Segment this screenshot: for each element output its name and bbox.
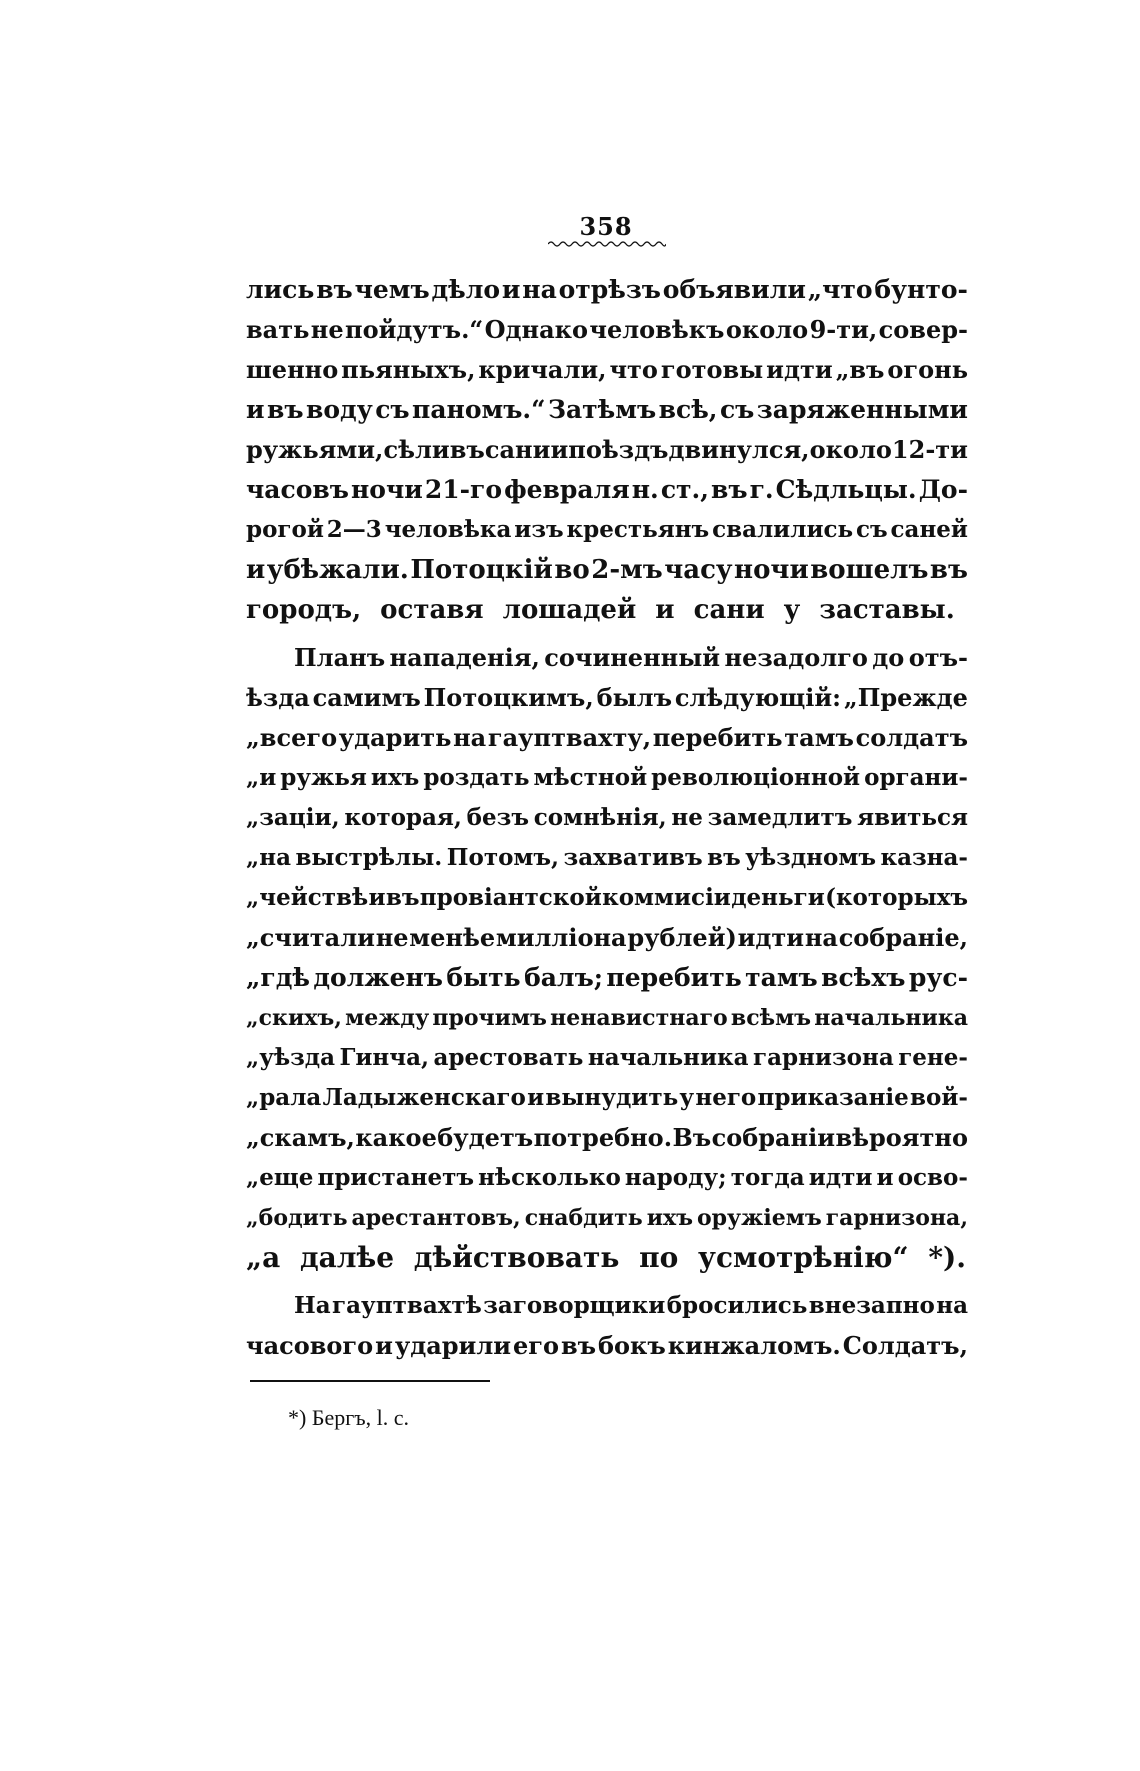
text-line xyxy=(246,1078,968,1118)
word: него xyxy=(695,1084,757,1111)
word: „и xyxy=(246,764,277,791)
text-line xyxy=(246,638,968,678)
word: слѣдующій: xyxy=(674,683,842,712)
word: часового xyxy=(246,1331,374,1360)
word: часовъ xyxy=(246,475,349,504)
text-line xyxy=(246,678,968,718)
footnote-divider xyxy=(250,1380,490,1382)
word: бросились xyxy=(666,1292,808,1319)
word: 21-го xyxy=(424,475,503,504)
word: потребно. xyxy=(533,1123,673,1152)
text-line xyxy=(246,350,968,390)
word: пойдутъ.“ xyxy=(345,315,484,344)
word: около xyxy=(725,315,809,344)
word: заговорщики xyxy=(483,1292,666,1319)
word: отъ- xyxy=(908,643,968,672)
word: человѣкъ xyxy=(589,315,725,344)
word: „скамъ, xyxy=(246,1123,355,1152)
word: Затѣмъ xyxy=(547,395,657,424)
word: съ xyxy=(856,516,888,543)
word: Гинча, xyxy=(339,1044,430,1071)
word: убѣжали. xyxy=(266,555,409,585)
word: и xyxy=(876,1164,894,1191)
word: внезапно xyxy=(808,1292,935,1319)
word: на xyxy=(936,1292,968,1319)
word: всѣмъ xyxy=(730,1005,812,1031)
word: провіантской xyxy=(419,884,602,911)
text-line: городъ, оставя лошадей и сани у заставы. xyxy=(246,595,955,625)
word: замедлитъ xyxy=(707,804,853,831)
word: гауптвахту, xyxy=(487,723,652,752)
word: пристанетъ xyxy=(317,1164,474,1191)
text-line xyxy=(246,838,968,878)
word: осво- xyxy=(897,1164,968,1191)
text-line xyxy=(246,390,968,430)
word: около xyxy=(809,435,892,464)
word: будетъ xyxy=(437,1123,534,1152)
word: н. xyxy=(631,475,659,504)
word: лись xyxy=(246,275,315,304)
word: заряженными xyxy=(756,395,968,424)
paragraph-2 xyxy=(246,638,968,1278)
word: не xyxy=(671,804,703,831)
word: его xyxy=(513,1331,560,1360)
word: начальника xyxy=(814,1005,968,1031)
word: съ xyxy=(375,395,410,424)
word: вой- xyxy=(910,1084,968,1111)
word: тамъ xyxy=(784,723,854,752)
word: объявили xyxy=(662,275,806,304)
word: „рала xyxy=(246,1084,322,1111)
word: вынудить xyxy=(545,1084,679,1111)
word: Потомъ, xyxy=(446,844,560,871)
word: шенно xyxy=(246,355,339,384)
word: г. xyxy=(749,475,774,504)
word: до xyxy=(872,643,905,672)
footnote: *) Бергъ, l. c. xyxy=(288,1405,409,1430)
word: ихъ xyxy=(646,1205,693,1231)
word: на xyxy=(804,923,838,952)
text-line xyxy=(246,1118,968,1158)
text-line xyxy=(246,998,968,1038)
word: перебить xyxy=(606,963,742,992)
word: народу; xyxy=(624,1164,727,1191)
word: не xyxy=(375,923,409,952)
word: органи- xyxy=(864,764,968,791)
word: мѣстной xyxy=(533,764,648,791)
word: и xyxy=(246,555,266,585)
text-line xyxy=(246,918,968,958)
page-number-ornament xyxy=(548,240,666,248)
word: въ xyxy=(710,475,748,504)
word: арестовать xyxy=(433,1044,584,1071)
word: сочиненный xyxy=(544,643,721,672)
paragraph-3 xyxy=(246,1286,968,1366)
word: саней xyxy=(890,516,968,543)
word: человѣка xyxy=(384,516,512,543)
word: не xyxy=(310,315,344,344)
word: и xyxy=(501,275,521,304)
word: На xyxy=(294,1292,331,1319)
word: нѣсколько xyxy=(478,1164,621,1191)
word: уѣздномъ xyxy=(745,844,876,871)
word: прочимъ xyxy=(432,1005,547,1031)
word: сани xyxy=(484,435,551,464)
word: въ xyxy=(316,275,353,304)
paragraph-1 xyxy=(246,270,968,630)
word: гарнизона, xyxy=(825,1205,968,1231)
word: ударить xyxy=(338,723,452,752)
text-line xyxy=(246,758,968,798)
word: 9-ти, xyxy=(809,315,878,344)
word: февраля xyxy=(504,475,630,504)
word: вѣроятно xyxy=(835,1123,968,1152)
word: революціонной xyxy=(651,764,861,791)
page-number: 358 xyxy=(579,212,633,241)
word: и xyxy=(527,1084,545,1111)
word: ударили xyxy=(394,1331,512,1360)
word: вошелъ xyxy=(810,555,929,585)
word: Потоцкимъ, xyxy=(423,683,594,712)
word: „на xyxy=(246,844,291,871)
word: сомнѣнія, xyxy=(533,804,667,831)
word: „еще xyxy=(246,1164,314,1191)
word: гауптвахтѣ xyxy=(332,1292,482,1319)
word: Потоцкій xyxy=(410,555,553,585)
word: крестьянъ xyxy=(566,516,710,543)
word: долженъ xyxy=(313,963,443,992)
word: захвативъ xyxy=(563,844,703,871)
word: чемъ xyxy=(354,275,430,304)
word: самимъ xyxy=(312,683,421,712)
text-line xyxy=(246,798,968,838)
text-line xyxy=(246,550,968,590)
text-line xyxy=(246,310,968,350)
word: воду xyxy=(306,395,373,424)
word: нападенія, xyxy=(389,643,540,672)
word: двинулся, xyxy=(668,435,810,464)
word: „заціи, xyxy=(246,804,340,831)
word: Сѣдльцы. xyxy=(775,475,917,504)
word: „бодить xyxy=(246,1205,348,1231)
text-line xyxy=(246,1038,968,1078)
word: какое xyxy=(355,1123,437,1152)
word: между xyxy=(345,1005,430,1031)
word: идти xyxy=(808,1164,873,1191)
text-line xyxy=(246,1158,968,1198)
word: быть xyxy=(446,963,521,992)
word: „всего xyxy=(246,723,338,752)
word: „въ xyxy=(835,355,885,384)
text-line xyxy=(246,718,968,758)
word: вать xyxy=(246,315,310,344)
word: милліона xyxy=(495,923,627,952)
word: „скихъ, xyxy=(246,1005,342,1031)
word: незадолго xyxy=(724,643,868,672)
text-line xyxy=(246,878,968,918)
word: оружіемъ xyxy=(697,1205,822,1231)
word: пьяныхъ, xyxy=(341,355,476,384)
word: въ xyxy=(267,395,304,424)
word: съ xyxy=(719,395,755,424)
word: дѣло xyxy=(431,275,501,304)
word: паномъ.“ xyxy=(412,395,546,424)
text-line xyxy=(246,270,968,310)
text-line xyxy=(246,1286,968,1326)
word: въ xyxy=(707,844,741,871)
word: безъ xyxy=(466,804,529,831)
word: коммисіи xyxy=(602,884,731,911)
word: ружьями, xyxy=(246,435,384,464)
word: идти xyxy=(737,923,805,952)
word: и xyxy=(246,395,265,424)
word: „уѣзда xyxy=(246,1044,336,1071)
word: былъ xyxy=(596,683,672,712)
word: поѣздъ xyxy=(568,435,669,464)
word: гене- xyxy=(898,1044,968,1071)
word: свалились xyxy=(712,516,854,543)
word: „гдѣ xyxy=(246,963,310,992)
word: 12-ти xyxy=(891,435,968,464)
word: всѣхъ xyxy=(821,963,906,992)
word: которая, xyxy=(344,804,462,831)
word: сѣли xyxy=(383,435,450,464)
word: балъ; xyxy=(524,963,603,992)
word: явиться xyxy=(857,804,968,831)
word: Однако xyxy=(484,315,588,344)
word: 2—3 xyxy=(326,516,382,543)
word: тамъ xyxy=(745,963,818,992)
body-text xyxy=(246,270,968,1366)
word: въ xyxy=(449,435,485,464)
word: изъ xyxy=(514,516,564,543)
word: у xyxy=(679,1084,695,1111)
text-line xyxy=(246,510,968,550)
word: бунто- xyxy=(874,275,968,304)
word: снабдить xyxy=(524,1205,643,1231)
word: и xyxy=(550,435,569,464)
text-line xyxy=(246,1198,968,1238)
word: ихъ xyxy=(370,764,420,791)
word: Въ xyxy=(672,1123,712,1152)
word: „чействѣ xyxy=(246,884,369,911)
word: тогда xyxy=(730,1164,805,1191)
text-line xyxy=(246,470,968,510)
word: До- xyxy=(918,475,968,504)
word: идти xyxy=(766,355,833,384)
word: рогой xyxy=(246,516,324,543)
text-line xyxy=(246,958,968,998)
word: рублей) xyxy=(627,923,737,952)
word: ночи xyxy=(351,475,423,504)
word: перебить xyxy=(652,723,783,752)
word: совер- xyxy=(878,315,968,344)
word: рус- xyxy=(908,963,968,992)
word: ночи xyxy=(734,555,809,585)
word: на xyxy=(522,275,557,304)
word: въ xyxy=(560,1331,597,1360)
word: что xyxy=(609,355,658,384)
word: во xyxy=(554,555,590,585)
word: готовы xyxy=(660,355,764,384)
word: собраніи xyxy=(711,1123,836,1152)
word: арестантовъ, xyxy=(351,1205,521,1231)
word: въ xyxy=(385,884,420,911)
text-line xyxy=(246,1326,968,1366)
word: на xyxy=(453,723,487,752)
word: Солдатъ, xyxy=(842,1331,968,1360)
word: ружья xyxy=(280,764,367,791)
word: часу xyxy=(664,555,733,585)
word: „считали xyxy=(246,923,375,952)
word: собраніе, xyxy=(838,923,968,952)
word: роздать xyxy=(423,764,530,791)
word: кинжаломъ. xyxy=(667,1331,841,1360)
word: „что xyxy=(807,275,873,304)
word: гарнизона xyxy=(753,1044,894,1071)
word: начальника xyxy=(587,1044,749,1071)
word: и xyxy=(375,1331,393,1360)
word: менѣе xyxy=(409,923,496,952)
word: Ладыженскаго xyxy=(322,1084,526,1111)
word: всѣ, xyxy=(658,395,718,424)
word: Планъ xyxy=(294,643,386,672)
word: ѣзда xyxy=(246,683,310,712)
word: бокъ xyxy=(598,1331,666,1360)
word: деньги xyxy=(731,884,825,911)
word: въ xyxy=(929,555,968,585)
word: „Прежде xyxy=(843,683,968,712)
word: казна- xyxy=(880,844,968,871)
word: отрѣзъ xyxy=(558,275,661,304)
text-line: „а далѣе дѣйствовать по усмотрѣнію“ *). xyxy=(246,1241,966,1274)
word: выстрѣлы. xyxy=(295,844,443,871)
word: огонь xyxy=(887,355,968,384)
word: 2-мъ xyxy=(591,555,663,585)
word: солдатъ xyxy=(855,723,968,752)
word: (которыхъ xyxy=(825,884,968,911)
word: ст., xyxy=(660,475,709,504)
text-line xyxy=(246,430,968,470)
word: приказаніе xyxy=(757,1084,909,1111)
word: и xyxy=(368,884,386,911)
word: кричали, xyxy=(478,355,607,384)
word: ненавистнаго xyxy=(550,1005,728,1031)
